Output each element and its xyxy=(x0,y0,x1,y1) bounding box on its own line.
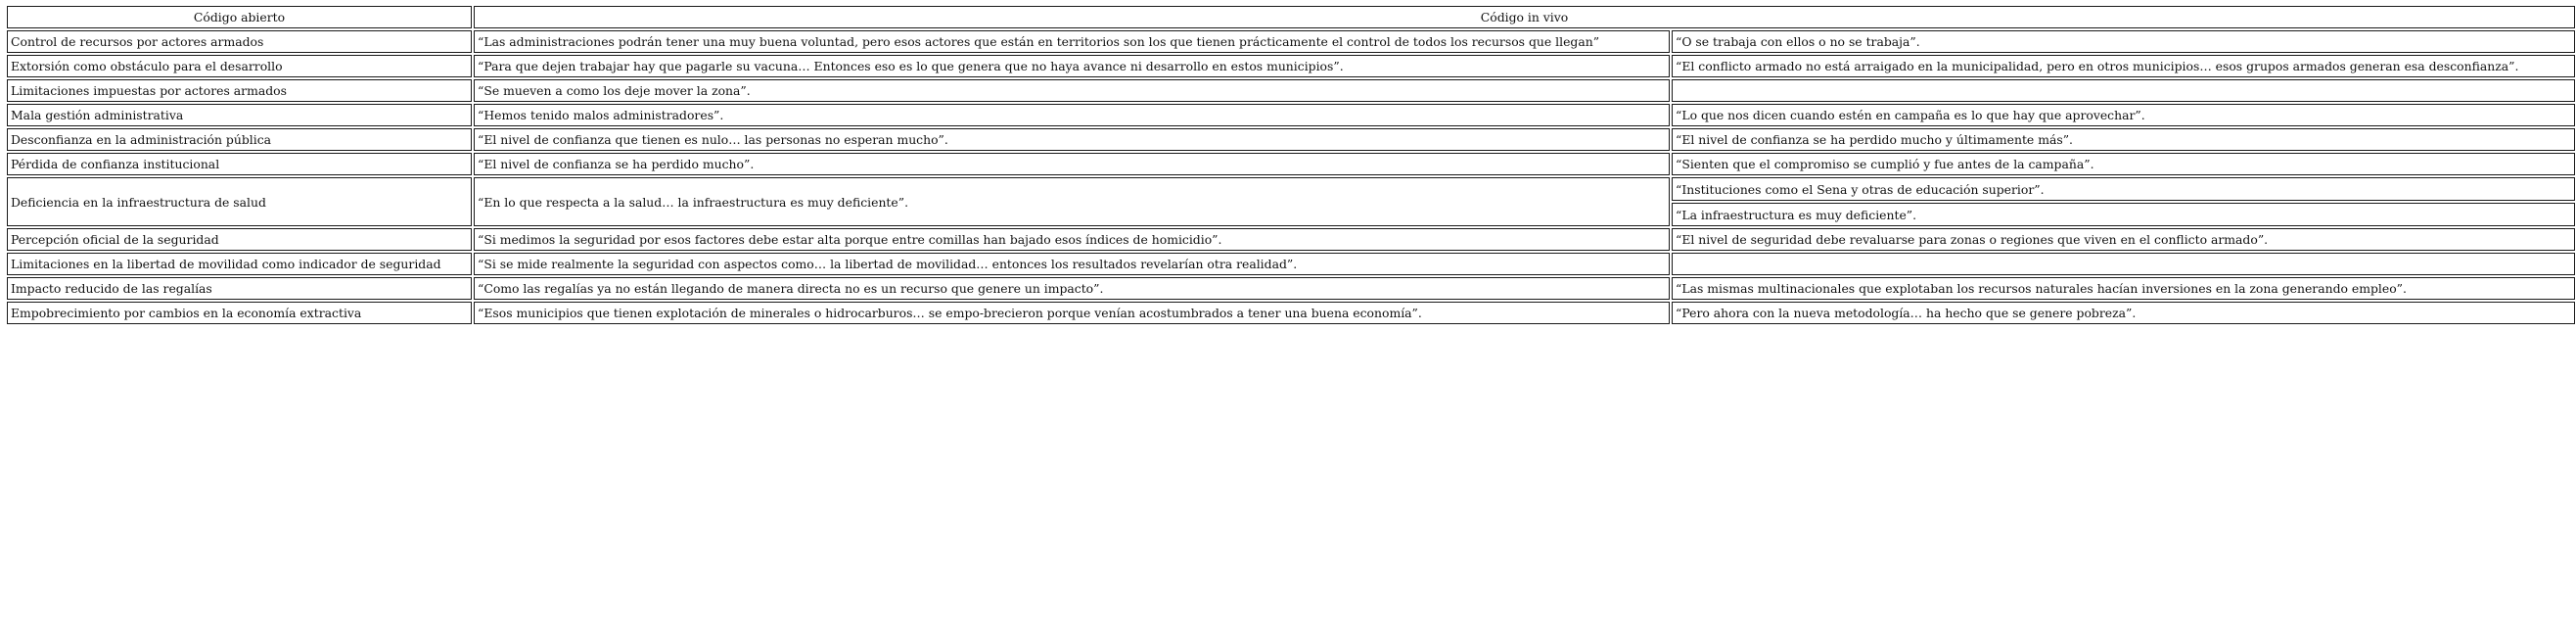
table-row xyxy=(7,104,2575,126)
in-vivo-quote-cell: “Si medimos la seguridad por esos factores debe estar alta porque entre comillas han bajado esos índices de homicidio”. xyxy=(474,228,1670,251)
open-code-cell: Desconfianza en la administración pública xyxy=(7,128,472,151)
coding-table xyxy=(5,4,2576,326)
table-row xyxy=(7,153,2575,175)
in-vivo-quote-cell: “Para que dejen trabajar hay que pagarle su vacuna… Entonces eso es lo que genera que no haya avance ni desarrollo en estos municipios”. xyxy=(474,55,1670,77)
in-vivo-quote-cell: “Si se mide realmente la seguridad con aspectos como… la libertad de movilidad… entonces los resultados revelarían otra realidad”. xyxy=(474,253,1670,275)
open-code-cell: Extorsión como obstáculo para el desarrollo xyxy=(7,55,472,77)
open-code-cell: Mala gestión administrativa xyxy=(7,104,472,126)
open-code-cell: Percepción oficial de la seguridad xyxy=(7,228,472,251)
open-code-cell: Impacto reducido de las regalías xyxy=(7,277,472,300)
open-code-cell: Control de recursos por actores armados xyxy=(7,30,472,53)
in-vivo-quote-cell: “Esos municipios que tienen explotación de minerales o hidrocarburos… se empo-brecieron porque venían acostumbrados a tener una buena economía”. xyxy=(474,302,1670,324)
open-code-cell: Limitaciones en la libertad de movilidad como indicador de seguridad xyxy=(7,253,472,275)
in-vivo-quote-cell: “Instituciones como el Sena y otras de educación superior”. xyxy=(1672,177,2575,201)
in-vivo-quote-cell: “Pero ahora con la nueva metodología… ha hecho que se genere pobreza”. xyxy=(1672,302,2575,324)
in-vivo-quote-cell: “Como las regalías ya no están llegando de manera directa no es un recurso que genere un impacto”. xyxy=(474,277,1670,300)
in-vivo-quote-cell: “Se mueven a como los deje mover la zona”. xyxy=(474,79,1670,102)
table-row xyxy=(7,177,2575,201)
in-vivo-quote-cell: “Sienten que el compromiso se cumplió y fue antes de la campaña”. xyxy=(1672,153,2575,175)
table-row xyxy=(7,277,2575,300)
in-vivo-quote-cell: “Lo que nos dicen cuando estén en campaña es lo que hay que aprovechar”. xyxy=(1672,104,2575,126)
in-vivo-quote-cell: “Las administraciones podrán tener una muy buena voluntad, pero esos actores que están en territorios son los que tienen prácticamente el control de todos los recursos que llegan” xyxy=(474,30,1670,53)
in-vivo-quote-cell: “El conflicto armado no está arraigado en la municipalidad, pero en otros municipios… esos grupos armados generan esa desconfianza”. xyxy=(1672,55,2575,77)
open-code-cell: Empobrecimiento por cambios en la economía extractiva xyxy=(7,302,472,324)
table-row xyxy=(7,79,2575,102)
open-code-cell: Limitaciones impuestas por actores armados xyxy=(7,79,472,102)
table-row xyxy=(7,55,2575,77)
open-code-cell: Pérdida de confianza institucional xyxy=(7,153,472,175)
table-row xyxy=(7,228,2575,251)
in-vivo-quote-cell: “O se trabaja con ellos o no se trabaja”. xyxy=(1672,30,2575,53)
coding-table-container xyxy=(5,4,2575,326)
table-row xyxy=(7,128,2575,151)
in-vivo-quote-cell xyxy=(1672,253,2575,275)
table-row xyxy=(7,30,2575,53)
table-row xyxy=(7,302,2575,324)
in-vivo-quote-cell: “El nivel de confianza que tienen es nulo… las personas no esperan mucho”. xyxy=(474,128,1670,151)
table-row xyxy=(7,253,2575,275)
in-vivo-quote-cell: “La infraestructura es muy deficiente”. xyxy=(1672,203,2575,226)
in-vivo-quote-cell: “El nivel de confianza se ha perdido mucho”. xyxy=(474,153,1670,175)
in-vivo-quote-cell: “El nivel de confianza se ha perdido mucho y últimamente más”. xyxy=(1672,128,2575,151)
in-vivo-quote-cell xyxy=(1672,79,2575,102)
table-header-row xyxy=(7,6,2575,28)
in-vivo-quote-cell: “En lo que respecta a la salud… la infraestructura es muy deficiente”. xyxy=(474,177,1670,226)
header-open-code: Código abierto xyxy=(7,6,472,28)
in-vivo-quote-cell: “Hemos tenido malos administradores”. xyxy=(474,104,1670,126)
header-in-vivo-code: Código in vivo xyxy=(474,6,2575,28)
in-vivo-quote-cell: “El nivel de seguridad debe revaluarse para zonas o regiones que viven en el conflicto armado”. xyxy=(1672,228,2575,251)
in-vivo-quote-cell: “Las mismas multinacionales que explotaban los recursos naturales hacían inversiones en la zona generando empleo”. xyxy=(1672,277,2575,300)
open-code-cell: Deficiencia en la infraestructura de salud xyxy=(7,177,472,226)
